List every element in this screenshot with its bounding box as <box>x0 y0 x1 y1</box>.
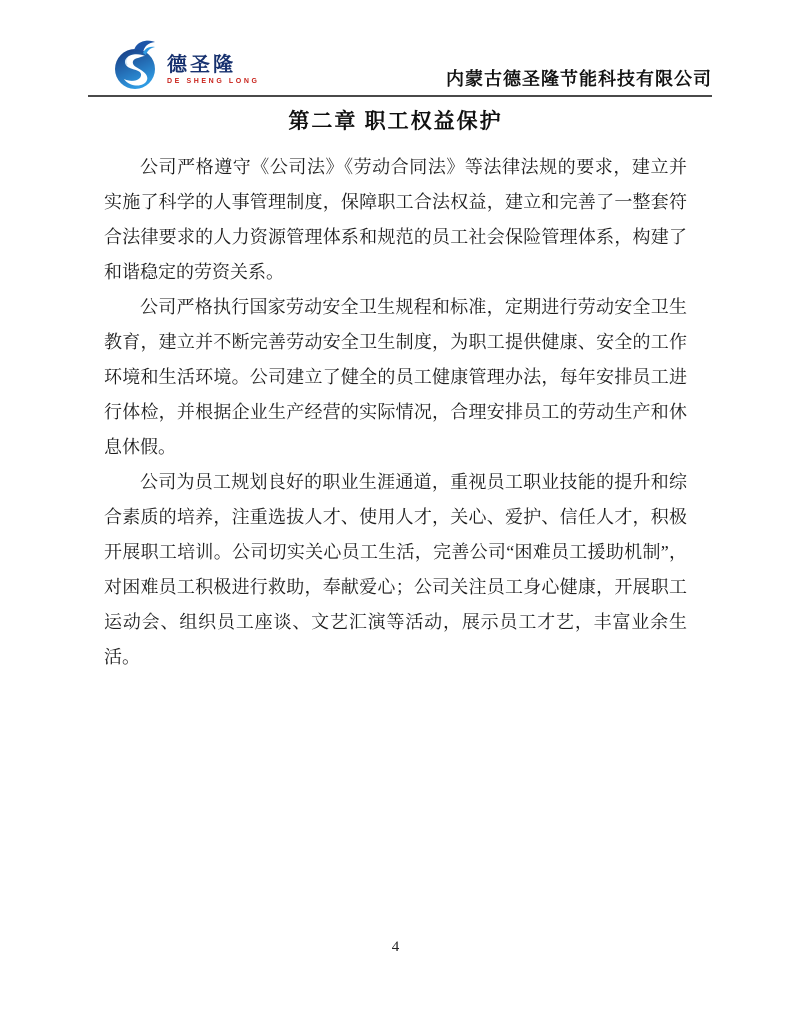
paragraph-2: 公司严格执行国家劳动安全卫生规程和标准，定期进行劳动安全卫生教育，建立并不断完善劳动安全卫生制度，为职工提供健康、安全的工作环境和生活环境。公司建立了健全的员工健康管理办法，每年安排员工进行体检，并根据企业生产经营的实际情况，合理安排员工的劳动生产和休息休假。 <box>104 297 687 457</box>
chapter-title: 第二章 职工权益保护 <box>288 109 503 133</box>
logo-latin-name: DE SHENG LONG <box>167 78 260 85</box>
header-company-name: 内蒙古德圣隆节能科技有限公司 <box>446 69 712 89</box>
page-number: 4 <box>391 939 400 955</box>
page-footer <box>0 938 791 956</box>
document-body <box>104 150 687 675</box>
page-header <box>88 36 712 97</box>
logo-cjk-name: 德圣隆 <box>167 54 236 76</box>
document-content <box>104 99 687 675</box>
paragraph-3: 公司为员工规划良好的职业生涯通道，重视员工职业技能的提升和综合素质的培养，注重选拔人才、使用人才，关心、爱护、信任人才，积极开展职工培训。公司切实关心员工生活，完善公司“困难员工援助机制”，对困难员工积极进行救助，奉献爱心；公司关注员工身心健康，开展职工运动会、组织员工座谈、文艺汇演等活动，展示员工才艺，丰富业余生活。 <box>104 472 687 667</box>
paragraph-1: 公司严格遵守《公司法》《劳动合同法》等法律法规的要求，建立并实施了科学的人事管理制度，保障职工合法权益，建立和完善了一整套符合法律要求的人力资源管理体系和规范的员工社会保险管理体系，构建了和谐稳定的劳资关系。 <box>104 157 687 282</box>
logo-text <box>167 55 260 85</box>
dragon-s-circle-icon <box>114 38 162 92</box>
company-logo <box>114 38 260 92</box>
